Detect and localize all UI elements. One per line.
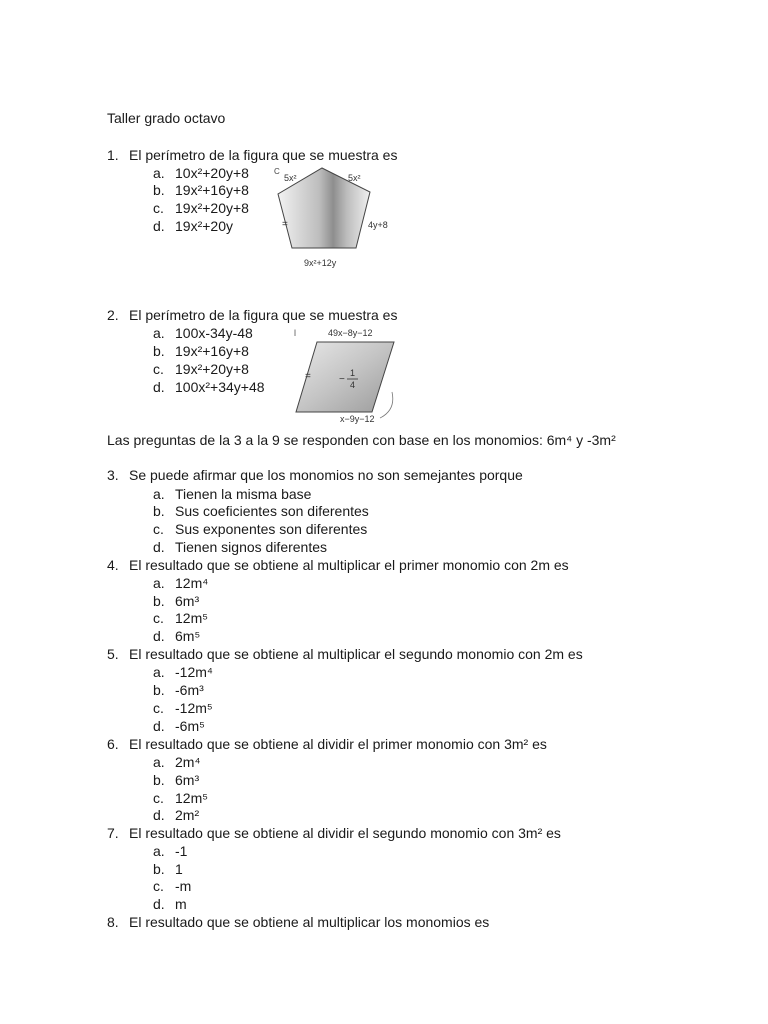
pentagon-corner-mark: C — [274, 167, 280, 176]
option-letter: c. — [153, 361, 164, 377]
option-text: 6m³ — [175, 772, 200, 788]
question-text: El resultado que se obtiene al dividir el segundo monomio con 3m² es — [129, 825, 561, 841]
intro-text: Las preguntas de la 3 a la 9 se responden con base en los monomios: 6m⁴ y -3m² — [107, 432, 616, 448]
option-letter: b. — [153, 861, 165, 877]
parallelogram-center-denominator: 4 — [350, 380, 356, 390]
option-letter: d. — [153, 896, 165, 912]
option-text: Tienen signos diferentes — [175, 539, 328, 555]
question-number: 2. — [107, 307, 119, 323]
option-letter: b. — [153, 682, 165, 698]
question-number: 4. — [107, 557, 119, 573]
question-number: 1. — [107, 147, 119, 163]
option-letter: d. — [153, 718, 165, 734]
question-number: 6. — [107, 736, 119, 752]
option-letter: d. — [153, 807, 165, 823]
parallelogram-label-top: 49x−8y−12 — [328, 328, 373, 338]
option-text: 12m⁵ — [175, 610, 209, 626]
option-text: 100x-34y-48 — [175, 325, 253, 341]
question-number: 8. — [107, 914, 119, 930]
option-letter: a. — [153, 325, 165, 341]
option-text: -12m⁵ — [175, 700, 213, 716]
option-text: 2m² — [175, 807, 200, 823]
option-letter: a. — [153, 664, 165, 680]
question-text: El resultado que se obtiene al multiplicar el segundo monomio con 2m es — [129, 646, 583, 662]
option-letter: b. — [153, 182, 165, 198]
question-text: El resultado que se obtiene al multiplicar los monomios es — [129, 914, 490, 930]
parallelogram-center-numerator: 1 — [350, 368, 356, 378]
option-text: 10x²+20y+8 — [175, 165, 249, 181]
pentagon-label-top-right: 5x² — [348, 173, 361, 183]
option-letter: b. — [153, 343, 165, 359]
question-text: El resultado que se obtiene al multiplicar el primer monomio con 2m es — [129, 557, 569, 573]
option-letter: c. — [153, 700, 164, 716]
page-title: Taller grado octavo — [107, 110, 226, 126]
option-letter: a. — [153, 575, 165, 591]
question-text: El resultado que se obtiene al dividir el primer monomio con 3m² es — [129, 736, 547, 752]
option-text: 6m³ — [175, 593, 200, 609]
parallelogram-figure — [284, 324, 414, 428]
option-text: 100x²+34y+48 — [175, 379, 265, 395]
option-letter: a. — [153, 843, 165, 859]
arrow-curve — [380, 392, 393, 418]
option-letter: c. — [153, 878, 164, 894]
option-text: Sus coeficientes son diferentes — [175, 503, 369, 519]
option-text: m — [175, 896, 187, 912]
option-letter: c. — [153, 790, 164, 806]
parallelogram-cut-mark: l — [294, 328, 296, 338]
pentagon-label-bottom: 9x²+12y — [304, 258, 337, 268]
option-text: -1 — [175, 843, 188, 859]
option-text: -6m⁵ — [175, 718, 205, 734]
option-text: 12m⁵ — [175, 790, 209, 806]
pentagon-label-right: 4y+8 — [368, 220, 388, 230]
option-text: 19x²+16y+8 — [175, 182, 249, 198]
question-text: El perímetro de la figura que se muestra es — [129, 147, 398, 163]
option-letter: c. — [153, 200, 164, 216]
parallelogram-center-prefix: − — [339, 374, 345, 385]
pentagon-label-left-mark: = — [282, 219, 288, 230]
option-letter: d. — [153, 218, 165, 234]
option-text: -m — [175, 878, 192, 894]
option-letter: b. — [153, 503, 165, 519]
option-text: 19x²+20y+8 — [175, 200, 249, 216]
option-text: Tienen la misma base — [175, 486, 312, 502]
option-letter: c. — [153, 610, 164, 626]
pentagon-label-top-left: 5x² — [284, 173, 297, 183]
option-letter: b. — [153, 772, 165, 788]
option-letter: b. — [153, 593, 165, 609]
option-text: 19x²+16y+8 — [175, 343, 249, 359]
parallelogram-left-mark: = — [305, 371, 311, 382]
option-text: -12m⁴ — [175, 664, 213, 680]
option-letter: a. — [153, 754, 165, 770]
option-letter: d. — [153, 628, 165, 644]
option-text: 2m⁴ — [175, 754, 201, 770]
parallelogram-label-bottom: x−9y−12 — [340, 414, 375, 424]
option-letter: c. — [153, 521, 164, 537]
question-number: 5. — [107, 646, 119, 662]
option-text: Sus exponentes son diferentes — [175, 521, 368, 537]
option-letter: a. — [153, 486, 165, 502]
question-text: Se puede afirmar que los monomios no son semejantes porque — [129, 467, 523, 483]
option-text: 19x²+20y — [175, 218, 233, 234]
option-text: 19x²+20y+8 — [175, 361, 249, 377]
question-text: El perímetro de la figura que se muestra es — [129, 307, 398, 323]
question-number: 3. — [107, 467, 119, 483]
option-text: -6m³ — [175, 682, 204, 698]
option-letter: a. — [153, 165, 165, 181]
option-text: 12m⁴ — [175, 575, 209, 591]
pentagon-figure — [266, 160, 416, 272]
option-text: 1 — [175, 861, 183, 877]
option-letter: d. — [153, 539, 165, 555]
option-text: 6m⁵ — [175, 628, 201, 644]
option-letter: d. — [153, 379, 165, 395]
question-number: 7. — [107, 825, 119, 841]
